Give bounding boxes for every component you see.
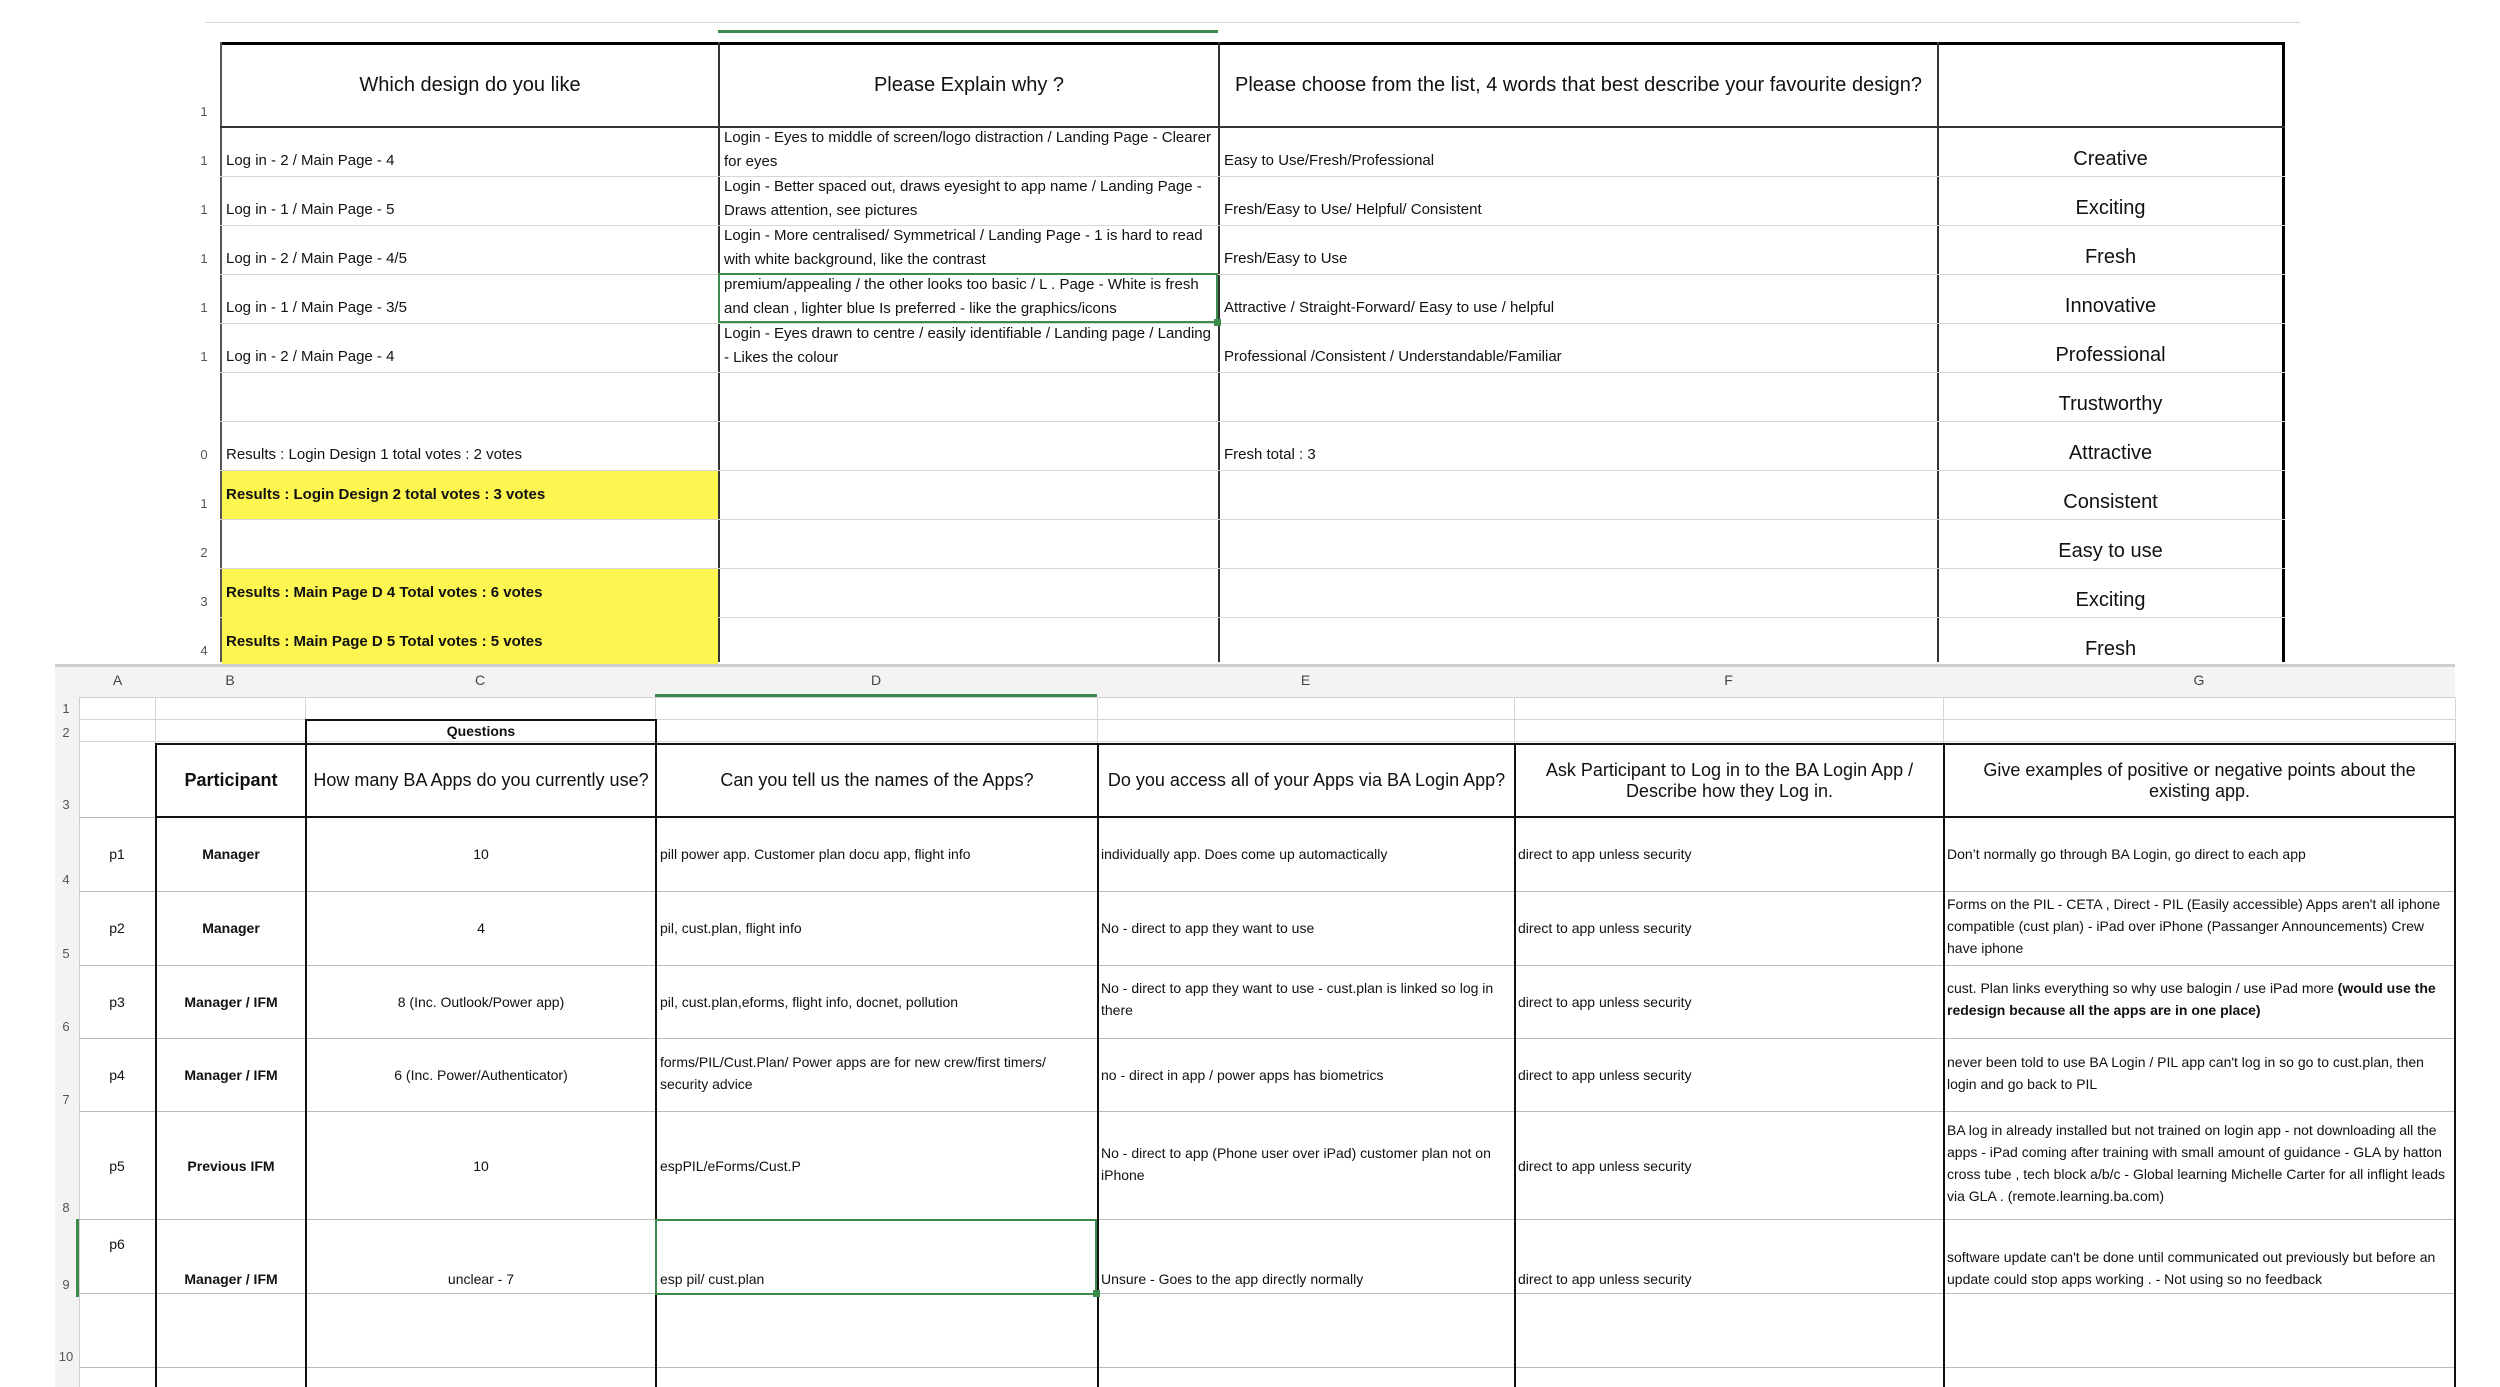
row-line: [220, 176, 2285, 177]
participant-role[interactable]: Manager: [202, 846, 260, 862]
word-list-item[interactable]: Exciting: [2075, 197, 2146, 219]
words-cell[interactable]: Fresh/Easy to Use/ Helpful/ Consistent: [1224, 201, 1482, 218]
explain-cell[interactable]: Login - Eyes to middle of screen/logo distraction / Landing Page - Clearer for eyes: [724, 129, 1211, 170]
points-answer[interactable]: [1947, 977, 2452, 1021]
column-header-e[interactable]: E: [1300, 672, 1311, 688]
questions-label: Questions: [446, 723, 516, 739]
app-names[interactable]: forms/PIL/Cust.Plan/ Power apps are for new crew/first timers/ security advice: [660, 1054, 1046, 1092]
row-number[interactable]: 3: [62, 797, 70, 812]
table-right-border: [2454, 743, 2456, 1387]
word-list-item[interactable]: Easy to use: [2058, 540, 2163, 562]
header-positive-negative-points: Give examples of positive or negative points about the existing app.: [1983, 759, 2416, 801]
app-count[interactable]: unclear - 7: [447, 1271, 515, 1287]
words-cell[interactable]: Professional /Consistent / Understandable/Familiar: [1224, 348, 1562, 365]
row-line: [220, 274, 2285, 275]
row-number: 3: [200, 594, 208, 609]
bottom-spreadsheet: [0, 667, 2500, 1387]
result-login-design-1[interactable]: Results : Login Design 1 total votes : 2 votes: [226, 446, 522, 463]
login-answer[interactable]: direct to app unless security: [1518, 1158, 1692, 1174]
words-cell[interactable]: Easy to Use/Fresh/Professional: [1224, 152, 1435, 169]
points-answer[interactable]: Forms on the PIL - CETA , Direct - PIL (Easily accessible) Apps aren't all iphone compatible (cust plan) - iPad over iPhone (Passanger Announcements) Crew have iphone: [1947, 896, 2441, 956]
top-spreadsheet: [0, 0, 2500, 665]
participant-role[interactable]: Manager / IFM: [184, 994, 278, 1010]
word-list-item[interactable]: Fresh: [2084, 246, 2137, 268]
participant-role[interactable]: Manager: [202, 920, 260, 936]
app-count[interactable]: 8 (Inc. Outlook/Power app): [397, 994, 565, 1010]
app-count[interactable]: 10: [473, 1158, 489, 1174]
header-app-names: Can you tell us the names of the Apps?: [720, 770, 1034, 790]
participant-id[interactable]: p3: [109, 994, 125, 1010]
app-count[interactable]: 4: [477, 920, 485, 936]
fill-handle[interactable]: [1214, 319, 1221, 326]
header-log-in-description: Ask Participant to Log in to the BA Login App / Describe how they Log in.: [1545, 759, 1914, 801]
access-answer[interactable]: no - direct in app / power apps has biometrics: [1101, 1067, 1384, 1083]
explain-cell[interactable]: Login - Better spaced out, draws eyesight to app name / Landing Page - Draws attention, see pictures: [724, 178, 1202, 219]
row-line: [220, 421, 2285, 422]
access-answer[interactable]: No - direct to app (Phone user over iPad) customer plan not on iPhone: [1101, 1145, 1491, 1183]
column-header-g[interactable]: G: [2193, 672, 2205, 688]
row-number[interactable]: 1: [62, 701, 70, 716]
explain-cell[interactable]: Login - Eyes drawn to centre / easily identifiable / Landing page / Landing - Likes the colour: [724, 325, 1211, 366]
row-number[interactable]: 2: [62, 725, 70, 740]
column-header-a[interactable]: A: [112, 672, 123, 688]
row-line: [220, 323, 2285, 324]
design-cell[interactable]: Log in - 1 / Main Page - 5: [226, 201, 395, 218]
access-answer[interactable]: Unsure - Goes to the app directly normally: [1101, 1271, 1364, 1287]
row-line: [220, 519, 2285, 520]
row-number: 1: [200, 153, 208, 168]
points-answer-bold: (would use the redesign because all the apps are in one place): [1947, 980, 2436, 1018]
row-line: [79, 1111, 2455, 1112]
row-line: [79, 1367, 2455, 1368]
result-main-page-4[interactable]: Results : Main Page D 4 Total votes : 6 votes: [226, 584, 543, 601]
design-cell[interactable]: Log in - 2 / Main Page - 4: [226, 152, 395, 169]
word-list-item[interactable]: Creative: [2073, 148, 2148, 170]
row-line: [220, 372, 2285, 373]
row-number[interactable]: 4: [62, 872, 70, 887]
row-line: [79, 965, 2455, 966]
row-line: [79, 891, 2455, 892]
row-number: 0: [200, 447, 208, 462]
word-list-item[interactable]: Consistent: [2063, 491, 2158, 513]
result-login-design-2[interactable]: Results : Login Design 2 total votes : 3 votes: [226, 486, 546, 503]
column-header-d[interactable]: D: [870, 672, 882, 688]
participant-id[interactable]: p4: [109, 1067, 125, 1083]
word-list-item[interactable]: Trustworthy: [2058, 393, 2163, 415]
app-names[interactable]: espPIL/eForms/Cust.P: [660, 1158, 801, 1174]
col-border: [1943, 743, 1945, 1387]
words-cell[interactable]: Attractive / Straight-Forward/ Easy to use / helpful: [1224, 299, 1555, 316]
row-number: 1: [200, 496, 208, 511]
points-answer-text: cust. Plan links everything so why use balogin / use iPad more: [1947, 980, 2338, 996]
header-explain-why: Please Explain why ?: [873, 74, 1065, 96]
app-count[interactable]: 6 (Inc. Power/Authenticator): [394, 1067, 568, 1083]
word-list-item[interactable]: Attractive: [2068, 442, 2153, 464]
participant-id[interactable]: p5: [109, 1158, 125, 1174]
row-line: [79, 1038, 2455, 1039]
selected-cell-outline: [718, 273, 1218, 323]
header-how-many-apps: How many BA Apps do you currently use?: [313, 770, 649, 790]
fill-handle[interactable]: [1093, 1290, 1100, 1297]
app-names[interactable]: pill power app. Customer plan docu app, flight info: [660, 846, 971, 862]
app-names[interactable]: pil, cust.plan, flight info: [660, 920, 802, 936]
col-border: [1514, 743, 1516, 1387]
participant-role[interactable]: Previous IFM: [187, 1158, 275, 1174]
row-number[interactable]: 9: [62, 1277, 70, 1292]
header-bottom-border: [220, 126, 2285, 128]
login-answer[interactable]: direct to app unless security: [1518, 920, 1692, 936]
result-fresh-total[interactable]: Fresh total : 3: [1224, 446, 1316, 463]
app-names[interactable]: pil, cust.plan,eforms, flight info, docnet, pollution: [660, 994, 959, 1010]
col-line: [1218, 42, 1220, 662]
row-number: 2: [200, 545, 208, 560]
word-list-item[interactable]: Professional: [2055, 344, 2166, 366]
design-cell[interactable]: Log in - 2 / Main Page - 4/5: [226, 250, 407, 267]
design-cell[interactable]: Log in - 1 / Main Page - 3/5: [226, 299, 407, 316]
design-cell[interactable]: Log in - 2 / Main Page - 4: [226, 348, 395, 365]
access-answer[interactable]: No - direct to app they want to use: [1101, 920, 1315, 936]
header-bottom-border: [155, 816, 2455, 818]
row-line: [220, 225, 2285, 226]
header-access-via-login: Do you access all of your Apps via BA Login App?: [1107, 770, 1506, 790]
column-header-b[interactable]: B: [225, 672, 235, 688]
result-main-page-5[interactable]: Results : Main Page D 5 Total votes : 5 votes: [226, 633, 543, 650]
login-answer[interactable]: direct to app unless security: [1518, 994, 1692, 1010]
access-answer[interactable]: No - direct to app they want to use - cust.plan is linked so log in there: [1101, 980, 1494, 1018]
column-header-f[interactable]: F: [1724, 672, 1733, 688]
participant-role[interactable]: Manager / IFM: [184, 1067, 278, 1083]
table-right-border: [2282, 42, 2285, 662]
row-number[interactable]: 5: [62, 946, 70, 961]
header-choose-words: Please choose from the list, 4 words that best describe your favourite design?: [1234, 74, 1923, 96]
col-line: [718, 42, 720, 662]
points-answer[interactable]: software update can't be done until communicated out previously but before an update could stop apps working . - Not using so no feedback: [1947, 1249, 2436, 1287]
app-names[interactable]: esp pil/ cust.plan: [660, 1271, 765, 1287]
row-number[interactable]: 10: [58, 1349, 74, 1364]
explain-cell[interactable]: Login - More centralised/ Symmetrical / Landing Page - 1 is hard to read with white background, like the contrast: [724, 227, 1203, 268]
points-answer[interactable]: BA log in already installed but not trained on login app - not downloading all the apps - iPad coming after training with small amount of guidance - GLA by hatton cross tube , tech block a/b/c - Global learning Michelle Carter for all inflight leads via GLA . (remote.learning.ba.com): [1947, 1122, 2446, 1204]
row-number[interactable]: 7: [62, 1092, 70, 1107]
participant-id[interactable]: p1: [109, 846, 125, 862]
row-number[interactable]: 8: [62, 1200, 70, 1215]
participant-role[interactable]: Manager / IFM: [184, 1271, 278, 1287]
header-which-design: Which design do you like: [359, 74, 581, 96]
row-number: 1: [200, 202, 208, 217]
selected-column-indicator: [655, 694, 1097, 697]
explain-cell[interactable]: premium/appealing / the other looks too basic / L . Page - White is fresh and clean , lighter blue Is preferred - like the graphics/icons: [724, 276, 1199, 317]
participant-id[interactable]: p6: [109, 1236, 125, 1252]
word-list-item[interactable]: Exciting: [2075, 589, 2146, 611]
access-answer[interactable]: individually app. Does come up automactically: [1101, 846, 1388, 862]
words-cell[interactable]: Fresh/Easy to Use: [1224, 250, 1348, 267]
participant-id[interactable]: p2: [109, 920, 125, 936]
row-line: [79, 1293, 2455, 1294]
app-count[interactable]: 10: [473, 846, 489, 862]
points-answer[interactable]: Don’t normally go through BA Login, go direct to each app: [1947, 846, 2306, 862]
row-number[interactable]: 6: [62, 1019, 70, 1034]
word-list-item[interactable]: Fresh: [2084, 638, 2137, 660]
grid-line: [205, 22, 2300, 23]
column-header-c[interactable]: C: [474, 672, 486, 688]
header-participant: Participant: [184, 770, 278, 790]
login-answer[interactable]: direct to app unless security: [1518, 1067, 1692, 1083]
points-answer[interactable]: never been told to use BA Login / PIL app can't log in so go to cust.plan, then login and go back to PIL: [1947, 1054, 2424, 1092]
row-number: 1: [200, 251, 208, 266]
row-number: 1: [200, 104, 208, 119]
row-line: [79, 1219, 2455, 1220]
word-list-item[interactable]: Innovative: [2064, 295, 2157, 317]
row-number: 4: [200, 643, 208, 658]
selected-column-indicator: [718, 30, 1218, 33]
login-answer[interactable]: direct to app unless security: [1518, 846, 1692, 862]
login-answer[interactable]: direct to app unless security: [1518, 1271, 1692, 1287]
row-number: 1: [200, 300, 208, 315]
row-number: 1: [200, 349, 208, 364]
